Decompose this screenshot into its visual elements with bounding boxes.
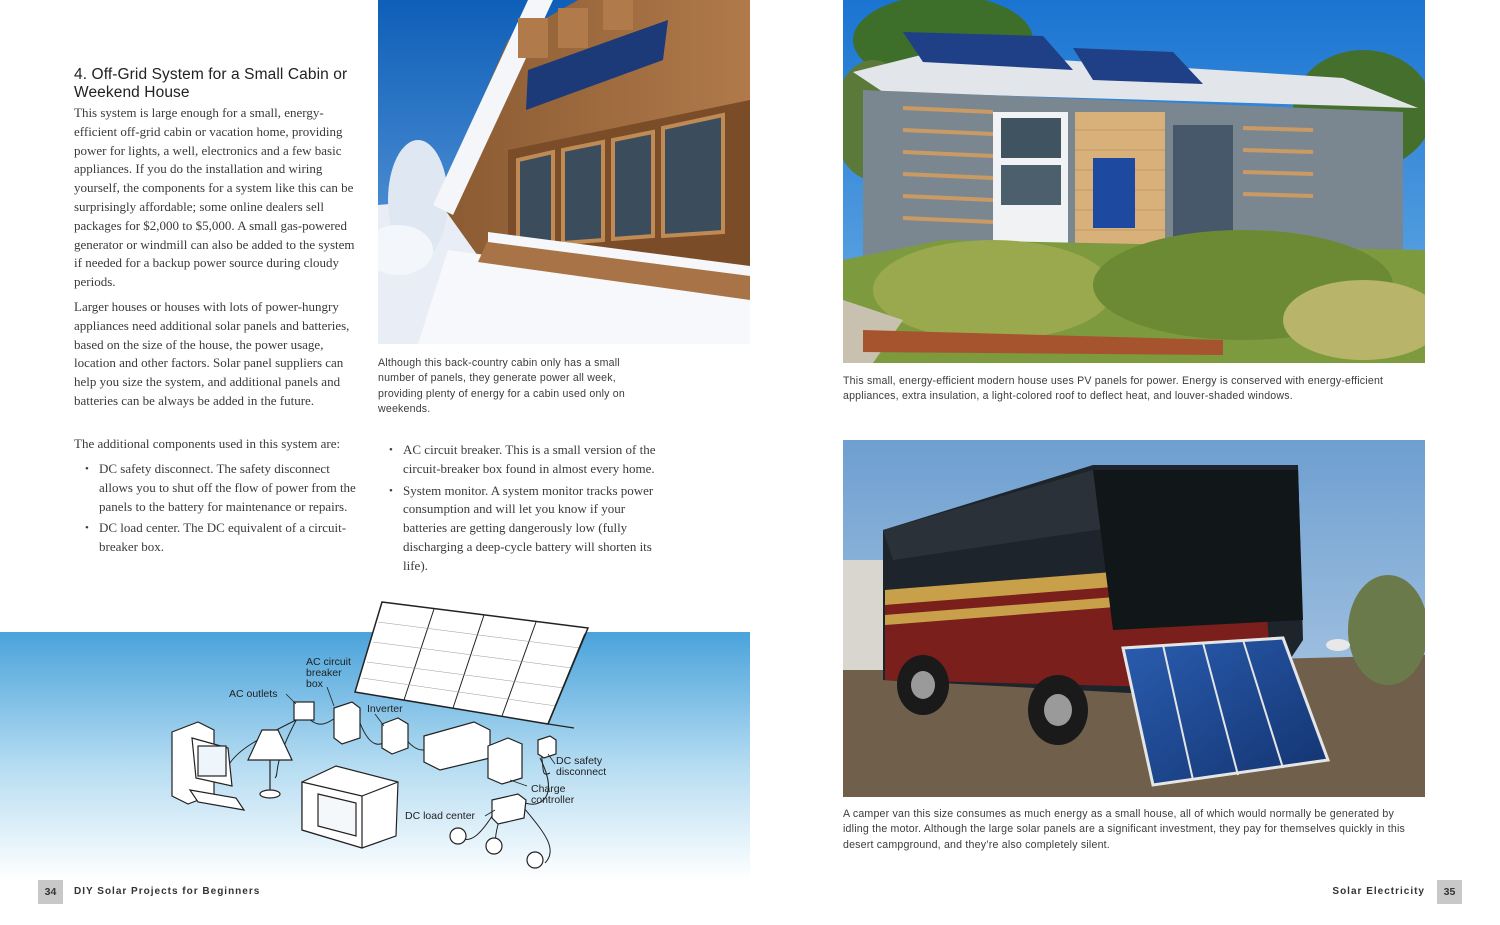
diagram-label: Inverter	[367, 703, 403, 715]
diagram-label: AC outlets	[229, 688, 278, 700]
camper-van-caption: A camper van this size consumes as much energy as a small house, all of which would normally be generated by idling the motor. Although the large solar panels are a significant investment, they pay for themselves quickly in this desert campground, and they’re also completely silent.	[843, 808, 1406, 851]
dc-safety-disconnect-box	[538, 736, 556, 758]
diagram-label: DC load center	[405, 810, 476, 822]
house-caption: This small, energy-efficient modern house uses PV panels for power. Energy is conserved with energy-efficient appliances, extra insulation, a light-colored roof to deflect heat, and louver-shaded windows.	[843, 375, 1384, 403]
list-item: • AC circuit breaker. This is a small version of the circuit-breaker box found in almost every home.	[378, 441, 668, 479]
cabin-caption: Although this back-country cabin only has a small number of panels, they generate power all week, providing plenty of energy for a cabin used only on weekends.	[378, 357, 625, 415]
section-heading: 4. Off-Grid System for a Small Cabin or Weekend House	[74, 66, 348, 101]
body-paragraph: Larger houses or houses with lots of power-hungry appliances need additional solar panels and batteries, based on the size of the house, the power usage, location and other factors. Solar panel suppliers can help you size the system, and additional panels and batteries can be always be added in the future.	[74, 299, 350, 408]
camper-van-photo	[843, 440, 1425, 797]
cabin-photo	[378, 0, 750, 344]
inverter-box	[382, 718, 408, 754]
component-list	[74, 460, 356, 560]
diagram-label: disconnect	[556, 766, 607, 778]
page-number-left: 34	[38, 880, 63, 904]
diagram-label: DC safety	[556, 755, 603, 767]
book-title-footer: DIY Solar Projects for Beginners	[74, 886, 261, 897]
ac-breaker-box	[334, 702, 360, 744]
list-item: • DC load center. The DC equivalent of a circuit-breaker box.	[74, 519, 356, 557]
solar-system-diagram	[0, 598, 752, 880]
component-list	[378, 441, 668, 579]
diagram-label: AC circuit	[306, 656, 351, 668]
diagram-label: controller	[531, 794, 575, 806]
diagram-label: Charge	[531, 783, 566, 795]
diagram-label: box	[306, 678, 323, 690]
modern-house-photo	[843, 0, 1425, 363]
charge-controller-box	[488, 738, 522, 784]
list-item: • System monitor. A system monitor tracks power consumption and will let you know if your batteries are getting dangerously low (fully discharging a deep-cycle battery will shorten its life).	[378, 482, 668, 576]
page-number-right: 35	[1437, 880, 1462, 904]
chapter-title-footer: Solar Electricity	[1332, 886, 1425, 897]
ac-outlets-box	[294, 702, 314, 720]
diagram-label: breaker	[306, 667, 342, 679]
list-item: • DC safety disconnect. The safety disconnect allows you to shut off the flow of power from the panels to the battery for maintenance or repairs.	[74, 460, 356, 516]
body-paragraph: The additional components used in this system are:	[74, 436, 341, 451]
body-paragraph: This system is large enough for a small, energy-efficient off-grid cabin or vacation home, providing power for lights, a well, electronics and a few basic appliances. If you do the installation and wiring yourself, the components for a system like this can be surprisingly affordable; some online dealers sell packages for $2,000 to $5,000. A small gas-powered generator or windmill can also be added to the system if needed for a backup power source during cloudy periods.	[74, 105, 355, 290]
